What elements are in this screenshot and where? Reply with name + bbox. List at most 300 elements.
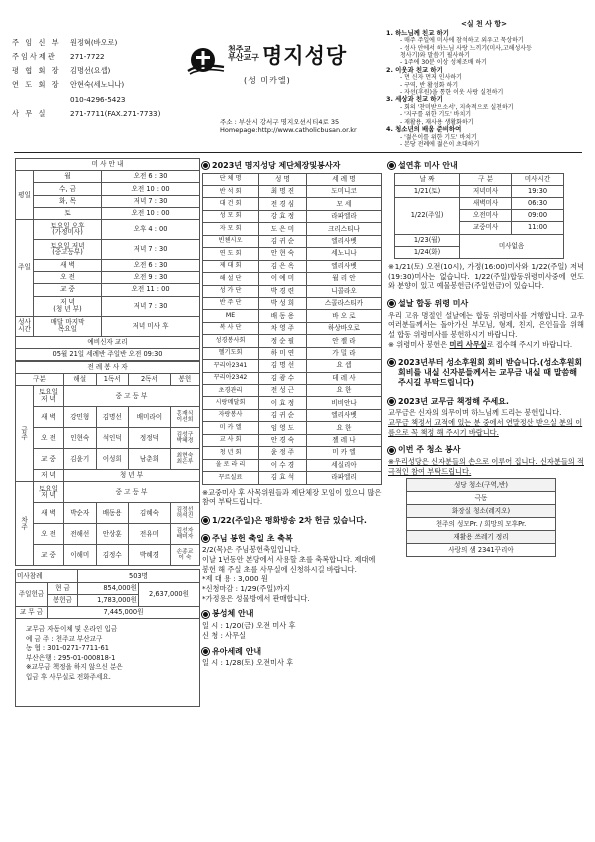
bank-line: 입금 후 사무실로 전화주세요. (26, 672, 111, 681)
liturgy-name: 홍재식 이선희 (170, 407, 199, 428)
mass-day: 토 (34, 207, 102, 219)
liturgy-name: 김정수 (96, 545, 129, 566)
mass-time: 저녁 7 : 30 (102, 296, 200, 316)
baptismal-name: 라파엘리 (306, 472, 381, 484)
patron-saint: (성 미카엘) (244, 76, 291, 85)
logo-small-line: 부산교구 (228, 53, 259, 63)
member-name: 박 성 희 (259, 297, 307, 309)
goals-title: <실 천 사 항> (460, 20, 508, 28)
info-value: 안현숙(세노니나) (70, 80, 125, 90)
liturgy-name: 배동용 (96, 503, 129, 524)
liturgy-name: 김윤기 (64, 449, 97, 470)
home-communion-title: 봉성체 안내 (212, 609, 254, 619)
parish-name: 명지성당 (262, 43, 348, 68)
info-value: 원정혁(바오로) (70, 37, 118, 47)
baptismal-name: 젤 레 나 (306, 434, 381, 446)
mass-row (16, 239, 200, 259)
holiday-time: 19:30 (512, 185, 564, 197)
finance-table (15, 569, 200, 619)
infant-baptism-details (202, 658, 382, 668)
detail-line: 신 청 : 사무실 (202, 630, 246, 640)
member-name: 전 성 근 (259, 385, 307, 397)
group-name: 복 사 단 (203, 322, 259, 334)
liturgy-name: 정정덕 (129, 428, 171, 449)
infant-baptism-title: 유아세례 안내 (212, 646, 262, 656)
member-name: 최 명 진 (259, 186, 307, 198)
baptismal-name: 요 한 (306, 422, 381, 434)
bullet-icon (202, 517, 209, 524)
info-label: 주 임 신 부 (12, 37, 61, 47)
group-name: 제 대 회 (203, 260, 259, 272)
liturgy-row (16, 503, 200, 524)
member-name: 배 동 용 (259, 310, 307, 322)
holiday-time: 09:00 (512, 210, 564, 222)
cleaning-area: 재활용 쓰레기 정리 (407, 531, 556, 544)
peace-tv-notice: 1/22(주일)은 평화방송 2차 헌금 있습니다. (212, 515, 367, 525)
member-name: 차 영 주 (259, 322, 307, 334)
info-value: 271-7711(FAX.271-7733) (70, 108, 161, 118)
liturgy-name: 이해미 (64, 545, 97, 566)
goal-heading: 4. 청소년의 배움 준비하여 (386, 125, 462, 134)
info-row (12, 107, 187, 121)
servers-heading (202, 161, 382, 171)
servers-row (203, 472, 382, 484)
cleaning-area: 성당 청소(구역,반) (407, 479, 556, 492)
info-value: 김명선(요셉) (70, 66, 111, 76)
this-week-label: 금 주 (16, 386, 34, 482)
member-name: 전 경 심 (259, 198, 307, 210)
mass-day: 월 (34, 171, 102, 183)
holiday-time: 11:00 (512, 222, 564, 234)
liturgy-head: 봉헌 (170, 374, 199, 386)
dues-text-b: 교무금 책정서 교적에 있는 분 중에서 연말정산 받으실 분의 이름으로 꼭 책정 해 주시기 바랍니다. (388, 418, 583, 437)
member-name: 김 효 석 (259, 472, 307, 484)
servers-row (203, 360, 382, 372)
dues-label: 교 무 금 (16, 607, 48, 619)
member-name: 이 효 정 (259, 397, 307, 409)
cash-label: 현 금 (48, 582, 78, 594)
bank-line: 농 협 : 301-0271-7711-61 (26, 644, 109, 653)
liturgy-name: 박혜경 (129, 545, 171, 566)
holiday-head: 날 짜 (395, 173, 460, 185)
mass-row (16, 272, 200, 284)
group-name: 해 설 단 (203, 273, 259, 285)
liturgy-slot: 토요일 저 녁 (34, 482, 64, 503)
member-name: 박 경 련 (259, 285, 307, 297)
liturgy-row (16, 470, 200, 482)
liturgy-row (16, 524, 200, 545)
group-name: 울 로 라 리 (203, 459, 259, 471)
bullet-icon (202, 611, 209, 618)
next-week-label: 차 주 (16, 482, 34, 566)
holiday-date: 1/22(주일) (395, 197, 460, 234)
memorial-mass-note (388, 340, 584, 350)
memorial-mass-title: 설날 합동 위령 미사 (398, 299, 469, 309)
servers-row (203, 397, 382, 409)
bank-line: 부산은행 : 295-01-000818-1 (26, 653, 116, 662)
liturgy-name: 전유미 (129, 524, 171, 545)
mass-day: 교 중 (34, 284, 102, 296)
liturgy-name: 김성구 박혜경 (170, 428, 199, 449)
holiday-type: 새벽미사 (460, 197, 512, 209)
group-name: 청 년 회 (203, 447, 259, 459)
mass-day: 저 녁 (청 년 부) (34, 296, 102, 316)
holiday-head: 미사시간 (512, 173, 564, 185)
liturgy-row (16, 386, 200, 407)
info-row (12, 79, 187, 93)
peace-tv-heading (202, 516, 382, 526)
baptismal-name: 세실리아 (306, 459, 381, 471)
group-name: 시랑메달회 (203, 397, 259, 409)
servers-row (203, 310, 382, 322)
holiday-date: 1/24(화) (395, 246, 460, 258)
group-name: 자랑봉사 (203, 409, 259, 421)
liturgy-slot: 새 벽 (34, 503, 64, 524)
group-name: 반 석 회 (203, 186, 259, 198)
group-name: 대 건 회 (203, 198, 259, 210)
cleaning-area: 화장실 청소(레지오) (407, 505, 556, 518)
mass-title: 미 사 안 내 (16, 159, 200, 171)
member-name: 김 은 옥 (259, 260, 307, 272)
liturgy-name: 배미라이 (129, 407, 171, 428)
infant-baptism-heading (202, 647, 382, 657)
liturgy-slot: 새 벽 (34, 407, 64, 428)
bullet-icon (388, 398, 395, 405)
liturgy-slot: 교 중 (34, 449, 64, 470)
member-name: 하 미 연 (259, 347, 307, 359)
servers-row (203, 285, 382, 297)
bullet-icon (202, 162, 209, 169)
cash-value: 854,000원 (78, 582, 139, 594)
holiday-mass-heading (388, 161, 584, 171)
info-label: 주임사제관 (12, 51, 57, 61)
home-communion-heading (202, 609, 382, 619)
practice-goals (386, 20, 582, 148)
detail-line: *제 대 용 : 3,000 원 (202, 574, 268, 584)
catechism-text: 05월 21일 세례반 주일반 오전 09:30 (16, 348, 200, 360)
dues-text-a: 교무금은 신자의 의무이며 하느님께 드리는 봉헌입니다. (388, 408, 562, 418)
liturgy-row (16, 449, 200, 470)
goal-item: - 본당 전례에 젊은이 초대하기 (400, 141, 480, 149)
cleaning-title: 이번 주 청소 봉사 (398, 445, 461, 455)
baptismal-name: 스콜라스티카 (306, 297, 381, 309)
baptismal-name: 니콜라오 (306, 285, 381, 297)
logo-small-line: 천주교 (228, 45, 252, 54)
mass-row (16, 284, 200, 296)
servers-row (203, 409, 382, 421)
baptismal-name: 엘리사벳 (306, 235, 381, 247)
attendance-label: 미사참례 (16, 570, 78, 582)
liturgy-name: 김혜숙 (129, 503, 171, 524)
group-name: 꾸리아2342 (203, 372, 259, 384)
member-name: 김 귀 순 (259, 235, 307, 247)
goal-item: - '젊은이를 위한 기도' 바치기 (400, 133, 477, 141)
detail-line: 일 시 : 1/20(금) 오전 미사 후 (202, 621, 296, 631)
info-label: 사 무 실 (12, 108, 48, 118)
group-name: 자 모 회 (203, 223, 259, 235)
candle-heading (202, 534, 382, 544)
baptismal-name: 크리스티나 (306, 223, 381, 235)
home-communion-details (202, 621, 382, 640)
goal-item: - 구역, 반 활성화 하기 (400, 81, 459, 89)
baptismal-name: 모 세 (306, 198, 381, 210)
right-column (388, 158, 584, 557)
mass-day: 새 벽 (34, 259, 102, 271)
member-name: 도 은 미 (259, 223, 307, 235)
group-name: 교 사 회 (203, 434, 259, 446)
cleaning-table (406, 478, 556, 557)
attendance-value: 503명 (78, 570, 200, 582)
bullet-icon (388, 447, 395, 454)
holiday-head: 구 분 (460, 173, 512, 185)
cleaning-heading (388, 445, 584, 455)
info-row (12, 50, 187, 64)
offering-label: 주일헌금 (16, 582, 48, 606)
goal-item: - 재활용, 재사용 생활화하기 (400, 118, 474, 126)
servers-row (203, 210, 382, 222)
liturgy-head: 2독서 (129, 374, 171, 386)
header-divider (14, 152, 582, 153)
liturgy-name: 박순자 (64, 503, 97, 524)
holiday-time: 06:30 (512, 197, 564, 209)
servers-row (203, 235, 382, 247)
attendance-row (16, 570, 200, 582)
dues-heading (388, 397, 584, 407)
baptismal-name: 월 리 안 (306, 273, 381, 285)
servers-row (203, 459, 382, 471)
mass-row (16, 207, 200, 219)
mass-time: 오전 6 : 30 (102, 171, 200, 183)
mass-time: 오전 10 : 00 (102, 183, 200, 195)
group-name: 성 가 단 (203, 285, 259, 297)
address-block (220, 118, 357, 134)
dues-row (16, 607, 200, 619)
bullet-icon (388, 359, 395, 366)
liturgy-row (16, 482, 200, 503)
baptismal-name: 데 레 사 (306, 372, 381, 384)
liturgy-name: 안상훈 (96, 524, 129, 545)
cleaning-team: 극동 (407, 492, 556, 505)
liturgy-group: 중 고 등 부 (64, 386, 200, 407)
info-row (12, 36, 187, 50)
liturgy-head: 1독서 (96, 374, 129, 386)
baptismal-name: 요 셉 (306, 360, 381, 372)
goal-heading: 2. 이웃과 친교 하기 (386, 65, 443, 74)
goal-item: - 매주 주일에 미사에 참석하고 외우고 묵상하기 (400, 37, 524, 45)
mass-row (16, 195, 200, 207)
member-name: 윤 정 주 (259, 447, 307, 459)
holiday-date: 1/21(토) (395, 185, 460, 197)
envelope-value: 1,783,000원 (78, 594, 139, 606)
info-row (12, 93, 187, 107)
liturgy-name: 석인덕 (96, 428, 129, 449)
servers-row (203, 273, 382, 285)
mass-row (16, 259, 200, 271)
holiday-row (395, 185, 564, 197)
parish-logo (186, 40, 366, 110)
liturgy-name: 최현숙 최은루 (170, 449, 199, 470)
diocese-label (228, 46, 259, 63)
liturgy-title: 전 례 봉 사 자 (16, 361, 200, 373)
liturgy-servers-table (15, 361, 200, 567)
liturgy-row (16, 407, 200, 428)
servers-row (203, 335, 382, 347)
mass-row (16, 171, 200, 183)
baptismal-name: 미 카 엘 (306, 447, 381, 459)
dues-value: 7,445,000원 (48, 607, 200, 619)
left-column (15, 158, 200, 707)
goal-item: - 회의 '찬미받으소서', 지속적으로 실천하기 (400, 104, 514, 112)
cleaning-row (407, 544, 556, 557)
cleaning-team: 사랑의 샘 2341꾸리아 (407, 544, 556, 557)
liturgy-name: 남춘희 (129, 449, 171, 470)
holiday-mass-table (394, 173, 564, 259)
goal-heading: 3. 세상과 친교 하기 (386, 95, 443, 104)
liturgy-slot: 오 전 (34, 524, 64, 545)
bullet-icon (388, 300, 395, 307)
liturgy-name: 이성희 (96, 449, 129, 470)
memorial-mass-text: 우리 고유 명절인 설날에는 합동 위령미사를 거행합니다. 교우 여러분들께서는 돌아가신 부모님, 형제, 친지, 은인들을 위해 설 합동 위령미사를 봉헌하시기 바랍니다. (388, 310, 584, 340)
cleaning-row (407, 479, 556, 492)
candle-details (202, 545, 382, 603)
catechism-row (16, 348, 200, 360)
member-name: 김 명 선 (259, 360, 307, 372)
servers-row (203, 186, 382, 198)
mass-day: 토요일 오후 (가정미사) (34, 219, 102, 239)
group-name: 빈첸시오 (203, 235, 259, 247)
member-name: 성 명 (259, 173, 307, 185)
servers-note: ※교중미사 후 사목위원들과 제단체장 모임이 있으니 많은 참여 부탁드립니다. (202, 487, 382, 507)
baptismal-name: 세노니나 (306, 248, 381, 260)
member-name: 임 영 도 (259, 422, 307, 434)
info-value: 010-4296-5423 (70, 94, 126, 104)
mass-time: 저녁 7 : 30 (102, 239, 200, 259)
goal-item: 청사기)와 말씀기 필사하기 (400, 51, 470, 59)
goal-item: - 1주에 30분 이상 성체조배 하기 (400, 59, 487, 67)
servers-row (203, 372, 382, 384)
group-name: 꾸르실료 (203, 472, 259, 484)
holiday-none: 미사없음 (460, 234, 564, 258)
info-label: 연 도 회 장 (12, 80, 61, 90)
holiday-type: 오전미사 (460, 210, 512, 222)
liturgy-name: 김선자 배미자 (170, 524, 199, 545)
bullet-icon (202, 648, 209, 655)
weekday-label: 평일 (16, 171, 34, 220)
group-name: 꾸리아2341 (203, 360, 259, 372)
servers-title: 2023년 명지성당 제단체장및봉사자 (212, 161, 341, 170)
member-name: 정 순 필 (259, 335, 307, 347)
parish-info (12, 36, 187, 121)
baptismal-name: 세 례 명 (306, 173, 381, 185)
detail-line: 이날 1년동안 본당에서 사용할 초를 축복합니다. 제대에 봉헌 해 주실 초를 사무실에 신청하시길 바랍니다. (202, 554, 376, 574)
servers-table (202, 173, 382, 485)
group-name: 헬기도회 (203, 347, 259, 359)
group-name: ME (203, 310, 259, 322)
memorial-note-part: ※ 위령미사 봉헌은 (388, 339, 450, 349)
holiday-mass-title: 설연휴 미사 안내 (398, 161, 458, 170)
baptismal-name: 도미니코 (306, 186, 381, 198)
confession-time: 저녁 미사 후 (102, 316, 200, 336)
group-name: 단 체 명 (203, 173, 259, 185)
member-name: 이 수 경 (259, 459, 307, 471)
member-name: 이 예 미 (259, 273, 307, 285)
candle-title: 주님 봉헌 축일 초 축복 (212, 533, 293, 543)
servers-row (203, 447, 382, 459)
address: 주소 : 부산시 강서구 명지오션시티4로 35 (220, 118, 340, 126)
homepage-link[interactable]: Homepage:http://www.catholicbusan.or.kr (220, 126, 357, 135)
liturgy-head-row (16, 374, 200, 386)
confession-row (16, 316, 200, 336)
confession-label: 성사 시간 (16, 316, 34, 336)
baptismal-name: 요 한 (306, 385, 381, 397)
offering-total: 2,637,000원 (139, 582, 200, 606)
holiday-mass-note: ※1/21(토) 오전(10시), 가정(16:00)미사와 1/22(주일) 저녁(19:30)미사는 없습니다. 1/22(주일)합동위령미사중에 연도와 분향이 있고 예물봉헌금(주일헌금)이 있습니다. (388, 261, 584, 291)
liturgy-head: 구분 (16, 374, 64, 386)
mass-time: 오전 6 : 30 (102, 259, 200, 271)
cross-logo-icon (186, 43, 226, 77)
servers-row (203, 385, 382, 397)
mass-day: 화, 목 (34, 195, 102, 207)
baptismal-name: 비비안나 (306, 397, 381, 409)
mass-time: 오전 11 : 00 (102, 284, 200, 296)
sunday-label: 주일 (16, 219, 34, 316)
envelope-label: 봉헌금 (48, 594, 78, 606)
bullet-icon (388, 162, 395, 169)
group-name: 성경봉사회 (203, 335, 259, 347)
cleaning-row (407, 505, 556, 518)
baptismal-name: 안 젤 라 (306, 335, 381, 347)
offering-row (16, 582, 200, 594)
liturgy-slot: 토요일 저 녁 (34, 386, 64, 407)
mass-time: 오전 10 : 00 (102, 207, 200, 219)
mass-title-row (16, 159, 200, 171)
baptismal-name: 엘리사벳 (306, 409, 381, 421)
group-name: 초경관리 (203, 385, 259, 397)
cleaning-text: ※우리성당은 신자분들의 손으로 이루어 집니다. 신자분들의 적극적인 참여 부탁드립니다. (388, 457, 584, 476)
dues-title: 2023년 교무금 책정해 주세요. (398, 396, 509, 406)
holiday-type: 저녁미사 (460, 185, 512, 197)
servers-row (203, 223, 382, 235)
member-name: 안 경 숙 (259, 434, 307, 446)
baptismal-name: 라파엘라 (306, 210, 381, 222)
memorial-mass-heading (388, 299, 584, 309)
servers-row (203, 434, 382, 446)
servers-row (203, 347, 382, 359)
group-name: 연 도 회 (203, 248, 259, 260)
mass-row (16, 219, 200, 239)
liturgy-slot: 교 중 (34, 545, 64, 566)
cleaning-team: 천주의 성모Pr. / 희망의 모후Pr. (407, 518, 556, 531)
mass-day: 토요일 저녁 (중고등부) (34, 239, 102, 259)
bank-info (15, 619, 200, 707)
info-label: 평 협 회 장 (12, 66, 61, 76)
servers-row (203, 322, 382, 334)
member-name: 김 광 수 (259, 372, 307, 384)
group-name: 미 카 엘 (203, 422, 259, 434)
holiday-date: 1/23(월) (395, 234, 460, 246)
detail-line: *가정용은 성물방에서 판매합니다. (202, 593, 310, 603)
mass-day: 수, 금 (34, 183, 102, 195)
detail-line: *신청마감 : 1/29(주일)까지 (202, 584, 290, 594)
holiday-head-row (395, 173, 564, 185)
vocation-heading (388, 358, 584, 389)
group-name: 성 모 회 (203, 210, 259, 222)
bullet-icon (202, 535, 209, 542)
goal-item: - '지구를 위한 기도' 바치기 (400, 111, 472, 119)
group-name: 반 주 단 (203, 297, 259, 309)
goal-heading: 1. 하느님께 친교 하기 (386, 28, 449, 37)
detail-line: 일 시 : 1/28(토) 오전미사 후 (202, 658, 294, 668)
